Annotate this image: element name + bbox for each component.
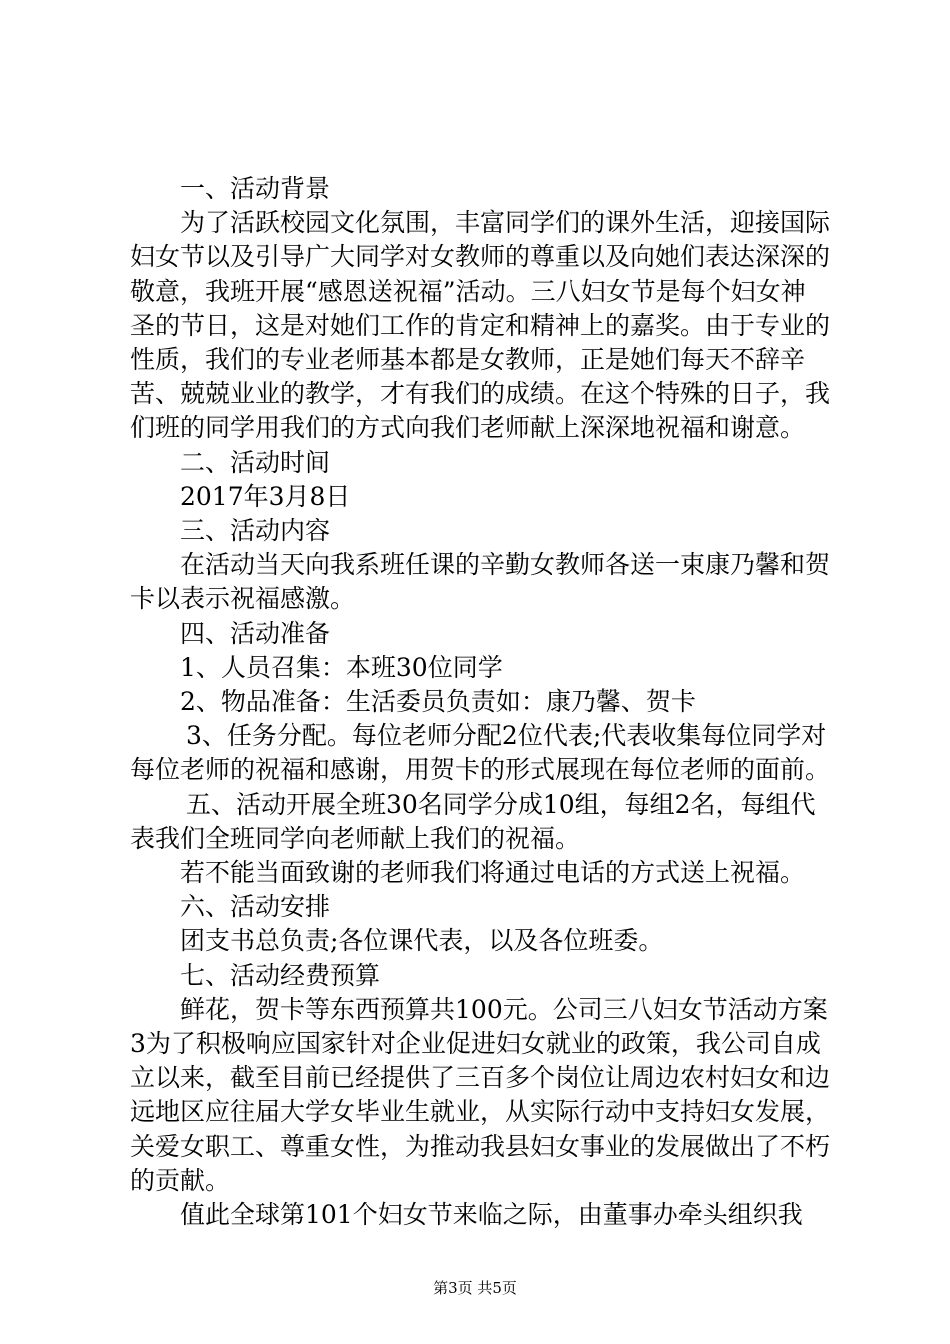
paragraph-activity-date: 2017年3月8日 [180, 481, 351, 511]
paragraph-arrangement-text: 团支书总负责;各位课代表，以及各位班委。 [180, 926, 664, 956]
paragraph-prep-item-3: 3、任务分配。每位老师分配2位代表;代表收集每位同学对每位老师的祝福和感谢，用贺卡的形式展现在每位老师的面前。 [130, 721, 831, 785]
paragraph-prep-item-2: 2、物品准备：生活委员负责如：康乃馨、贺卡 [180, 687, 696, 717]
paragraph-activity-execution: 五、活动开展全班30名同学分成10组，每组2名，每组代表我们全班同学向老师献上我们的祝福。 [130, 789, 816, 853]
paragraph-background-text: 为了活跃校园文化氛围，丰富同学们的课外生活，迎接国际妇女节以及引导广大同学对女教师的尊重以及向她们表达深深的敬意，我班开展“感恩送祝福”活动。三八妇女节是每个妇女神圣的节日，这是对她们工作的肯定和精神上的嘉奖。由于专业的性质，我们的专业老师基本都是女教师，正是她们每天不辞辛苦、兢兢业业的教学，才有我们的成绩。在这个特殊的日子，我们班的同学用我们的方式向我们老师献上深深地祝福和谢意。 [130, 208, 831, 443]
heading-budget: 七、活动经费预算 [180, 960, 381, 990]
heading-activity-preparation: 四、活动准备 [180, 618, 331, 648]
document-body [130, 172, 830, 1232]
heading-activity-arrangement: 六、活动安排 [180, 892, 331, 922]
heading-activity-time: 二、活动时间 [180, 447, 331, 477]
heading-activity-background: 一、活动背景 [180, 174, 331, 203]
paragraph-prep-item-1: 1、人员召集：本班30位同学 [180, 652, 503, 682]
paragraph-closing-text: 值此全球第101个妇女节来临之际，由董事办牵头组织我 [180, 1200, 803, 1230]
paragraph-content-text: 在活动当天向我系班任课的辛勤女教师各送一束康乃馨和贺卡以表示祝福感激。 [130, 550, 831, 614]
page-number-footer: 第3页 共5页 [433, 1279, 517, 1297]
paragraph-budget-text: 鲜花，贺卡等东西预算共100元。公司三八妇女节活动方案3为了积极响应国家针对企业促进妇女就业的政策，我公司自成立以来，截至目前已经提供了三百多个岗位让周边农村妇女和边远地区应往届大学女毕业生就业，从实际行动中支持妇女发展，关爱女职工、尊重女性，为推动我县妇女事业的发展做出了不朽的贡献。 [130, 994, 831, 1195]
heading-activity-content: 三、活动内容 [180, 516, 331, 546]
paragraph-phone-blessing: 若不能当面致谢的老师我们将通过电话的方式送上祝福。 [180, 858, 806, 888]
